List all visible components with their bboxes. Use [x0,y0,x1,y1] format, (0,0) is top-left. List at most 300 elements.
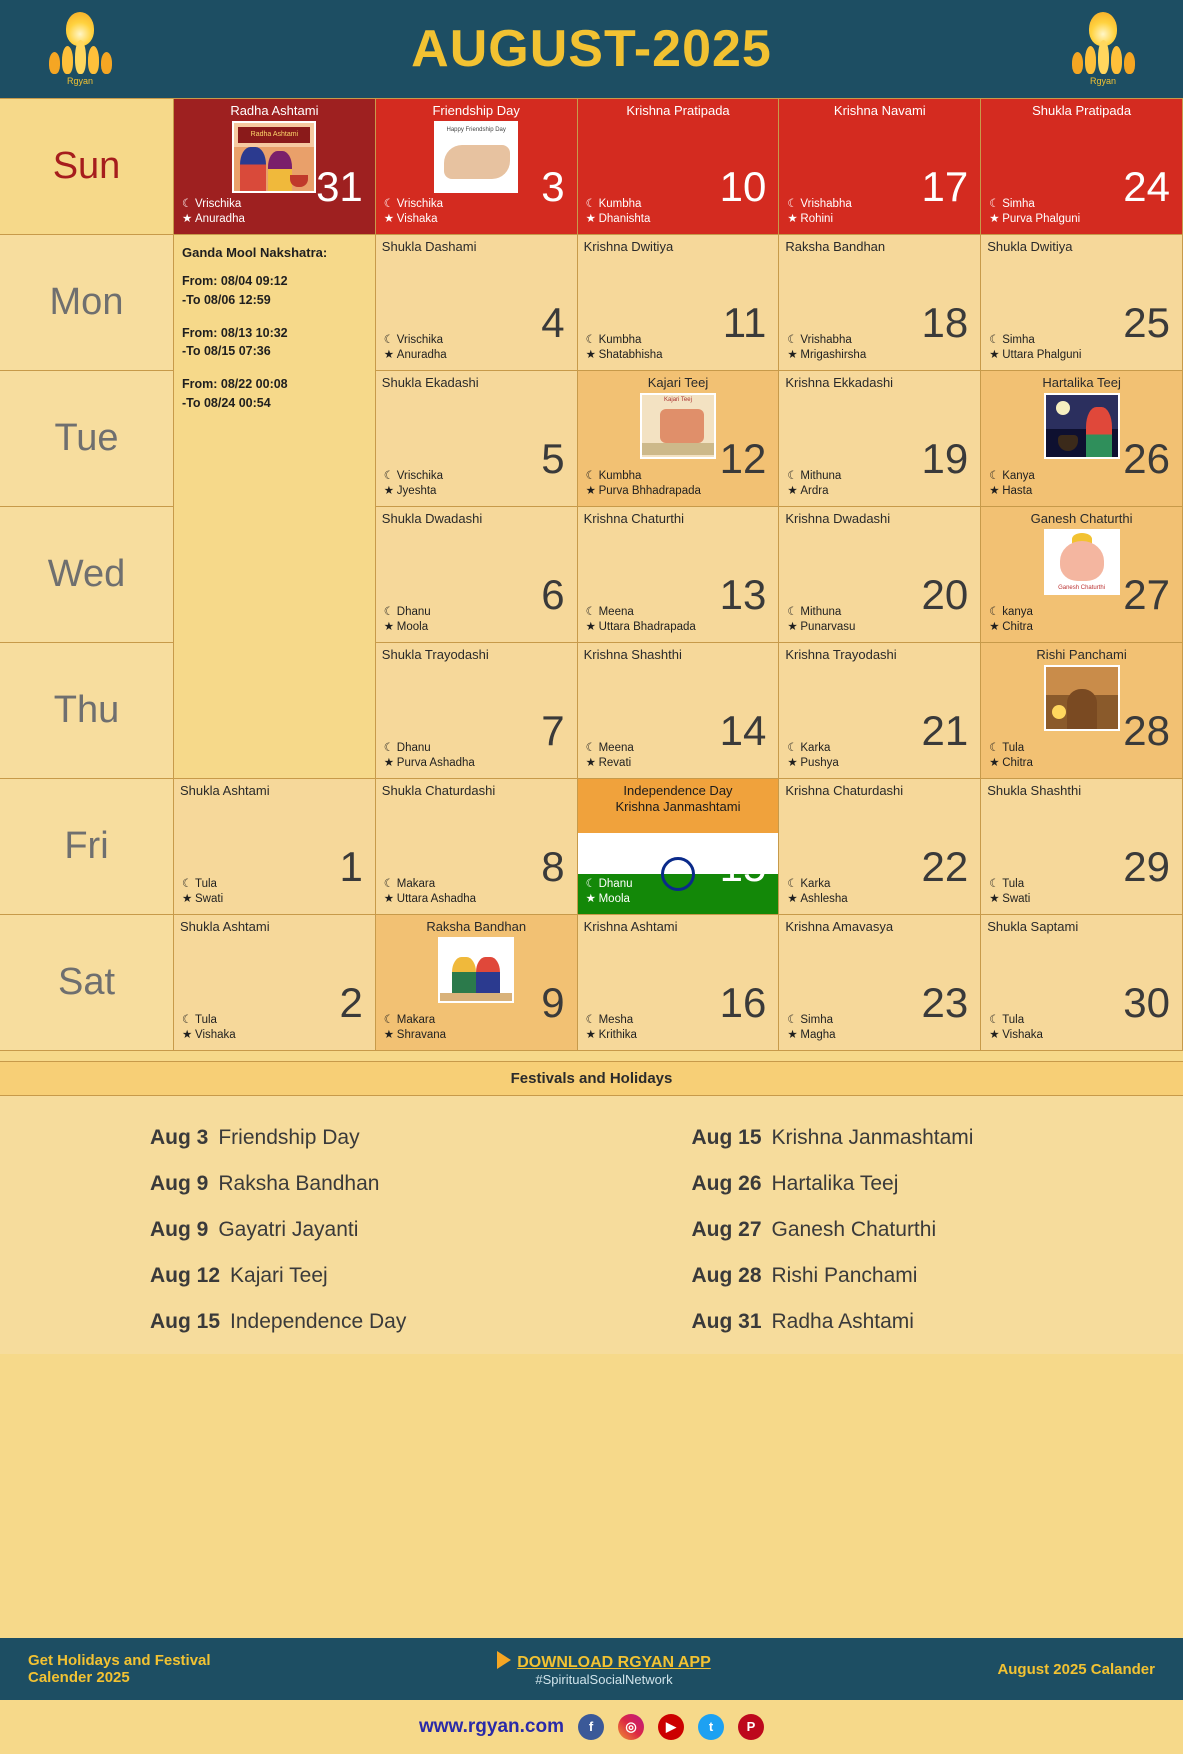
download-app-block[interactable] [497,1651,711,1687]
ganda-to-value: -To 08/06 12:59 [182,292,271,307]
rashi-label: Dhanu [598,877,633,890]
day-cell[interactable] [779,371,981,507]
youtube-icon[interactable]: ▶ [658,1714,684,1740]
rashi-label: Tula [1002,877,1025,890]
festival-name: Kajari Teej [230,1264,328,1287]
tithi-label: Radha Ashtami [230,103,319,118]
nakshatra-label: Krithika [598,1029,637,1042]
date-number: 31 [316,163,363,210]
day-cell[interactable] [578,915,780,1051]
tithi-label: Shukla Pratipada [1032,103,1132,118]
date-number: 22 [921,843,969,890]
moon-icon: ☾ [787,469,798,482]
tithi-label: Krishna Ashtami [583,919,678,934]
moon-icon: ☾ [182,877,193,890]
tithi-label: Shukla Ashtami [180,783,270,798]
play-store-icon [497,1651,511,1669]
astro-info [787,469,841,500]
tithi-label: Raksha Bandhan [785,239,886,254]
astro-info [384,197,443,228]
nakshatra-label: Shatabhisha [598,349,663,362]
day-cell[interactable] [779,643,981,779]
website-url[interactable]: www.rgyan.com [419,1716,564,1737]
instagram-icon[interactable]: ◎ [618,1714,644,1740]
ganda-from-label: From: [182,274,218,288]
nakshatra-label: Uttara Ashadha [396,893,477,906]
list-item [592,1126,1183,1150]
astro-info [989,741,1033,772]
star-icon: ★ [787,213,798,226]
star-icon: ★ [585,485,596,498]
facebook-icon[interactable]: f [578,1714,604,1740]
astro-info [586,741,634,772]
star-icon: ★ [787,349,798,362]
rashi-label: Tula [1002,741,1025,754]
star-icon: ★ [383,621,395,634]
day-cell[interactable] [981,99,1183,235]
rashi-label: kanya [1002,605,1033,618]
tithi-label: Independence Day [623,783,733,798]
astro-info [989,469,1035,500]
astro-info [989,333,1081,364]
festival-name: Independence Day [230,1310,407,1333]
festival-name: Gayatri Jayanti [218,1218,359,1241]
moon-icon: ☾ [182,1013,193,1026]
astro-info [989,197,1080,228]
star-icon: ★ [585,213,596,226]
weekday-sun: Sun [0,99,174,235]
date-number: 10 [719,163,767,210]
day-cell[interactable] [578,99,780,235]
rashi-label: Tula [195,1013,217,1026]
star-icon: ★ [182,893,193,906]
star-icon: ★ [787,1029,798,1042]
festival-date: Aug 27 [691,1218,762,1241]
rashi-label: Meena [598,741,634,754]
day-cell[interactable] [779,915,981,1051]
astro-info [787,1013,835,1044]
ganda-from-value: 08/13 10:32 [220,325,288,340]
list-item [0,1172,592,1196]
star-icon: ★ [989,485,1000,498]
day-cell[interactable] [578,643,780,779]
footer-banner [0,1638,1183,1700]
day-cell[interactable] [376,915,578,1051]
rashi-label: Tula [195,877,217,890]
moon-icon: ☾ [787,605,798,618]
moon-icon: ☾ [383,197,395,210]
festival-name: Ganesh Chaturthi [771,1218,937,1241]
star-icon: ★ [989,1029,1000,1042]
calendar-grid [0,98,1183,1051]
date-number: 1 [339,843,363,890]
day-cell[interactable] [376,643,578,779]
date-number: 26 [1123,435,1170,482]
festival-date: Aug 15 [150,1310,221,1333]
astro-info [586,605,696,636]
rashi-label: Karka [800,741,831,754]
astro-info [384,333,447,364]
astro-info [787,333,866,364]
festival-image: Kajari Teej [640,393,716,459]
tithi-label: Krishna Chaturdashi [785,783,904,798]
star-icon: ★ [989,757,1000,770]
day-cell[interactable] [174,779,376,915]
day-cell[interactable] [578,371,780,507]
list-item [592,1264,1183,1288]
nakshatra-label: Pushya [800,757,839,770]
rashi-label: Kumbha [598,197,642,210]
moon-icon: ☾ [989,333,1000,346]
moon-icon: ☾ [787,741,798,754]
festival-image [438,937,514,1003]
astro-info [384,877,476,908]
day-cell[interactable] [779,779,981,915]
festival-date: Aug 28 [691,1264,762,1287]
star-icon: ★ [989,213,1000,226]
date-number: 25 [1123,299,1170,346]
ganda-from-label: From: [182,325,218,340]
list-item [0,1218,592,1242]
day-cell[interactable] [376,99,578,235]
ganda-to-value: -To 08/24 00:54 [182,395,271,410]
list-item [0,1126,592,1150]
download-link[interactable]: DOWNLOAD RGYAN APP [517,1654,711,1671]
rashi-label: Karka [800,877,831,890]
moon-icon: ☾ [989,197,1000,210]
rashi-label: Kumbha [598,469,642,482]
tithi-label: Krishna Chaturthi [583,511,685,526]
star-icon: ★ [989,893,1000,906]
astro-info [586,469,701,500]
astro-info [989,605,1033,636]
star-icon: ★ [383,757,395,770]
rashi-label: Dhanu [396,605,431,618]
star-icon: ★ [585,349,596,362]
date-number: 12 [719,435,767,482]
nakshatra-label: Moola [598,893,630,906]
rashi-label: Mithuna [800,469,842,482]
festival-date: Aug 31 [691,1310,762,1333]
ganda-from-label: From: [182,377,218,391]
astro-info [989,877,1030,908]
day-cell[interactable] [578,507,780,643]
nakshatra-label: Anuradha [195,213,245,226]
star-icon: ★ [383,349,395,362]
day-cell[interactable] [578,779,780,915]
star-icon: ★ [182,213,193,226]
tithi-label: Shukla Dashami [381,239,477,254]
nakshatra-label: Vishaka [396,213,438,226]
date-number: 16 [719,979,767,1026]
nakshatra-label: Uttara Bhadrapada [598,621,696,634]
nakshatra-label: Chitra [1002,757,1033,770]
weekday-fri: Fri [0,779,174,915]
moon-icon: ☾ [585,605,596,618]
rashi-label: Makara [396,1013,436,1026]
star-icon: ★ [585,621,596,634]
list-item [592,1310,1183,1334]
astro-info [182,1013,236,1044]
date-number: 19 [921,435,969,482]
moon-icon: ☾ [383,1013,395,1026]
ganda-mool-heading: Ganda Mool Nakshatra: [182,245,328,260]
weekday-thu: Thu [0,643,174,779]
tithi-label: Friendship Day [432,103,520,118]
festival-date: Aug 9 [150,1218,209,1241]
astro-info [182,197,245,228]
rashi-label: Meena [598,605,634,618]
astro-info [586,333,663,364]
moon-icon: ☾ [787,197,798,210]
astro-info [384,1013,446,1044]
star-icon: ★ [383,485,395,498]
astro-info [989,1013,1043,1044]
logo-label: Rgyan [66,76,93,86]
nakshatra-label: Rohini [800,213,833,226]
nakshatra-label: Shravana [396,1029,447,1042]
tithi-label: Shukla Ekadashi [381,375,479,390]
ganda-from-value: 08/22 00:08 [220,377,288,391]
rashi-label: Mithuna [800,605,842,618]
festival-name: Friendship Day [218,1126,360,1149]
day-cell[interactable] [981,235,1183,371]
tithi-label: Krishna Amavasya [785,919,894,934]
list-item [0,1264,592,1288]
rashi-label: Makara [396,877,436,890]
moon-icon: ☾ [585,333,596,346]
rashi-label: Dhanu [396,741,431,754]
rashi-label: Vrischika [195,197,242,210]
festival-name: Krishna Janmashtami [771,1126,974,1149]
festival-image [1044,393,1120,459]
date-number: 29 [1123,843,1170,890]
star-icon: ★ [585,893,596,906]
twitter-icon[interactable]: t [698,1714,724,1740]
tithi-label: Krishna Trayodashi [785,647,897,662]
tithi-label: Shukla Dwitiya [987,239,1073,254]
tithi-label: Raksha Bandhan [426,919,527,934]
day-cell[interactable] [981,779,1183,915]
day-cell[interactable] [981,371,1183,507]
nakshatra-label: Punarvasu [800,621,856,634]
footer-left-line1: Get Holidays and Festival [28,1652,211,1669]
rashi-label: Simha [800,1013,833,1026]
astro-info [384,741,475,772]
ganda-to-value: -To 08/15 07:36 [182,344,271,359]
astro-info [182,877,223,908]
festival-date: Aug 26 [691,1172,762,1195]
date-number: 27 [1123,571,1170,618]
festival-date: Aug 12 [150,1264,221,1287]
festival-image: Ganesh Chaturthi [1044,529,1120,595]
festival-name: Radha Ashtami [771,1310,914,1333]
date-number: 7 [541,707,565,754]
moon-icon: ☾ [585,197,596,210]
star-icon: ★ [787,757,798,770]
rashi-label: Simha [1002,197,1035,210]
astro-info [787,741,838,772]
star-icon: ★ [383,893,395,906]
tithi-label: Shukla Saptami [987,919,1079,934]
moon-icon: ☾ [383,333,395,346]
tithi-label: Krishna Navami [833,103,926,118]
nakshatra-label: Revati [598,757,632,770]
tithi-label: Shukla Trayodashi [381,647,489,662]
date-number: 20 [921,571,969,618]
page-footer [0,1638,1183,1754]
moon-icon: ☾ [383,741,395,754]
nakshatra-label: Purva Ashadha [396,757,475,770]
nakshatra-label: Mrigashirsha [800,349,867,362]
astro-info [787,877,847,908]
day-cell[interactable] [779,235,981,371]
rashi-label: Vrischika [396,197,444,210]
nakshatra-label: Anuradha [396,349,447,362]
nakshatra-label: Ardra [800,485,829,498]
footer-links [0,1700,1183,1754]
festival-date: Aug 9 [150,1172,209,1195]
day-cell[interactable] [376,235,578,371]
star-icon: ★ [989,621,1000,634]
day-cell[interactable] [376,507,578,643]
ashoka-chakra-icon [661,857,695,891]
tithi-label: Krishna Dwadashi [785,511,891,526]
rashi-label: Vrishabha [800,333,852,346]
nakshatra-label: Chitra [1002,621,1033,634]
festival-image [1044,665,1120,731]
day-cell[interactable] [376,779,578,915]
day-cell[interactable] [981,507,1183,643]
nakshatra-label: Swati [1002,893,1031,906]
date-number: 9 [541,979,565,1026]
moon-icon: ☾ [585,741,596,754]
footer-left-line2: Calender 2025 [28,1669,130,1686]
nakshatra-label: Magha [800,1029,836,1042]
date-number: 15 [719,843,767,890]
star-icon: ★ [787,621,798,634]
date-number: 5 [541,435,565,482]
moon-icon: ☾ [383,605,395,618]
weekday-mon: Mon [0,235,174,371]
date-number: 24 [1123,163,1170,210]
date-number: 8 [541,843,565,890]
logo-left [30,8,130,90]
day-cell[interactable] [981,915,1183,1051]
festivals-list [0,1096,1183,1354]
tithi-label: Krishna Dwitiya [583,239,674,254]
moon-icon: ☾ [787,333,798,346]
astro-info [586,197,651,228]
day-cell[interactable] [174,915,376,1051]
logo-label: Rgyan [1089,76,1116,86]
moon-icon: ☾ [585,469,596,482]
rashi-label: Simha [1002,333,1035,346]
nakshatra-label: Ashlesha [800,893,848,906]
tagline: #SpiritualSocialNetwork [535,1672,673,1687]
date-number: 30 [1123,979,1170,1026]
list-item [592,1218,1183,1242]
festival-date: Aug 15 [691,1126,762,1149]
astro-info [787,605,855,636]
rashi-label: Vrishabha [800,197,852,210]
festival-image: Radha Ashtami [232,121,316,193]
nakshatra-label: Swati [195,893,224,906]
date-number: 4 [541,299,565,346]
rashi-label: Kanya [1002,469,1035,482]
tithi-label: Rishi Panchami [1036,647,1127,662]
moon-icon: ☾ [989,605,1000,618]
date-number: 13 [719,571,767,618]
festival-name: Rishi Panchami [771,1264,918,1287]
rashi-label: Kumbha [598,333,642,346]
weekday-tue: Tue [0,371,174,507]
festival-name: Raksha Bandhan [218,1172,380,1195]
nakshatra-label: Jyeshta [396,485,437,498]
date-number: 3 [541,163,565,210]
date-number: 18 [921,299,969,346]
nakshatra-label: Uttara Phalguni [1002,349,1082,362]
moon-icon: ☾ [989,1013,1000,1026]
day-cell[interactable] [981,643,1183,779]
tithi-label: Ganesh Chaturthi [1030,511,1133,526]
moon-icon: ☾ [585,877,596,890]
logo-right [1053,8,1153,90]
day-cell[interactable] [174,99,376,235]
date-number: 14 [719,707,767,754]
astro-info [384,605,431,636]
nakshatra-label: Moola [396,621,429,634]
star-icon: ★ [787,893,798,906]
date-number: 28 [1123,707,1170,754]
festivals-heading: Festivals and Holidays [0,1061,1183,1096]
list-item [592,1172,1183,1196]
page-header [0,0,1183,98]
nakshatra-label: Dhanishta [598,213,651,226]
moon-icon: ☾ [989,741,1000,754]
weekday-wed: Wed [0,507,174,643]
day-cell[interactable] [578,235,780,371]
tithi-label: Krishna Ekkadashi [785,375,894,390]
rashi-label: Vrischika [396,469,444,482]
moon-icon: ☾ [989,469,1000,482]
ganda-from-value: 08/04 09:12 [220,274,288,288]
tithi-label: Krishna Pratipada [626,103,730,118]
astro-info [787,197,851,228]
festival-date: Aug 3 [150,1126,209,1149]
tithi-label-secondary: Krishna Janmashtami [615,798,741,814]
lotus-icon [1071,40,1136,74]
star-icon: ★ [182,1029,193,1042]
day-cell[interactable] [779,99,981,235]
tithi-label: Shukla Shashthi [987,783,1082,798]
day-cell[interactable] [376,371,578,507]
astro-info [384,469,443,500]
footer-right-text: August 2025 Calander [997,1660,1155,1678]
festival-image: Happy Friendship Day [434,121,518,193]
nakshatra-label: Hasta [1002,485,1033,498]
moon-icon: ☾ [787,1013,798,1026]
star-icon: ★ [383,1029,395,1042]
tithi-label: Shukla Dwadashi [381,511,483,526]
star-icon: ★ [585,757,596,770]
day-cell[interactable] [779,507,981,643]
date-number: 6 [541,571,565,618]
weekday-sat: Sat [0,915,174,1051]
pinterest-icon[interactable]: P [738,1714,764,1740]
astro-info [586,1013,637,1044]
star-icon: ★ [787,485,798,498]
